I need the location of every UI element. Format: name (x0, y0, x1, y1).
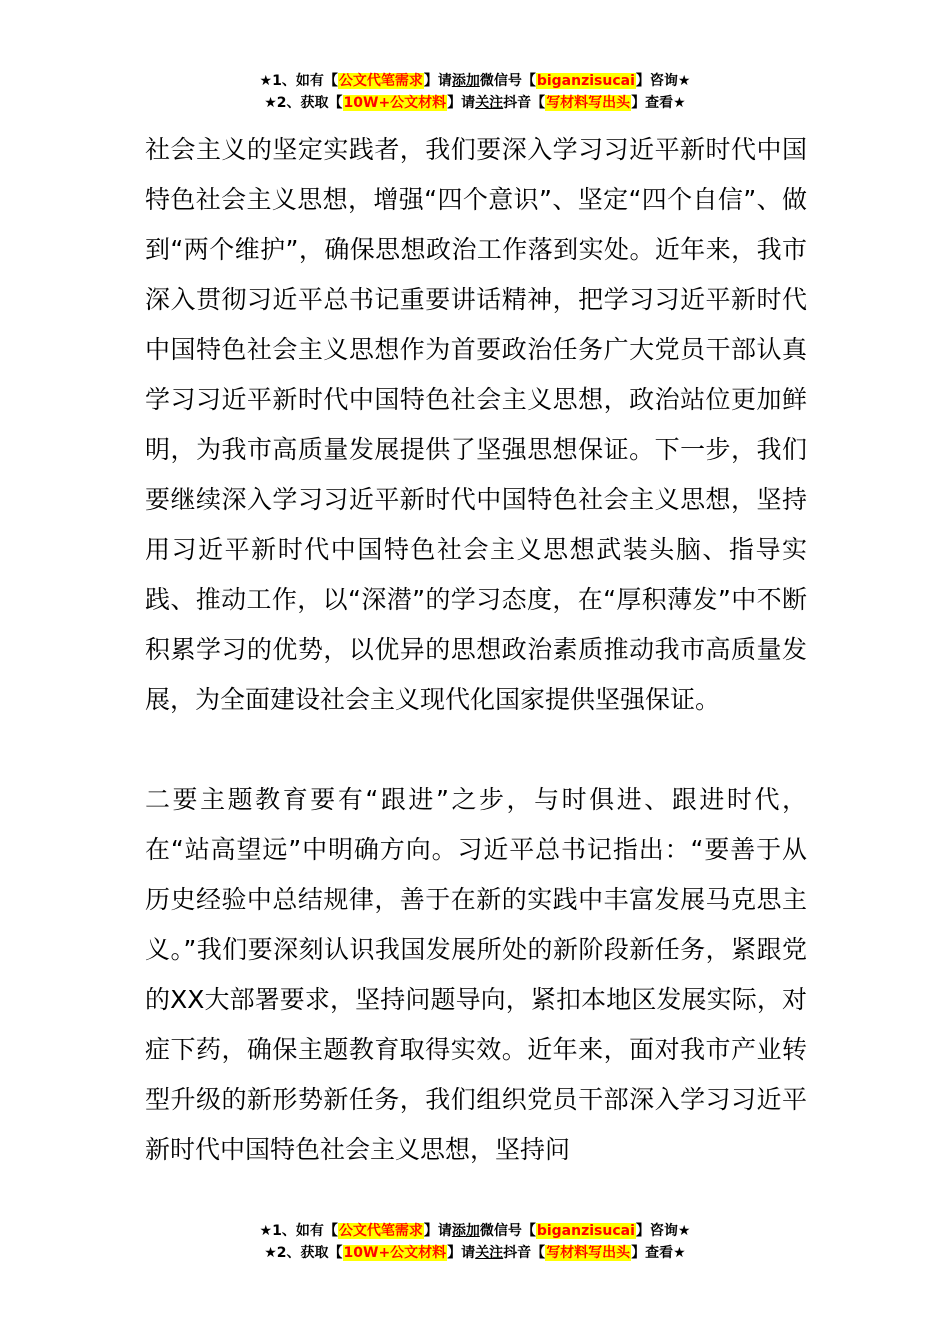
paragraph-2: 二要主题教育要有“跟进”之步，与时俱进、跟进时代，在“站高望远”中明确方向。习近平总书记指出：“要善于从历史经验中总结规律，善于在新的实践中丰富发展马克思主义。”我们要深刻认识我国发展所处的新阶段新任务，紧跟党的XX大部署要求，坚持问题导向，紧扣本地区发展实际，对症下药，确保主题教育取得实效。近年来，面对我市产业转型升级的新形势新任务，我们组织党员干部深入学习习近平新时代中国特色社会主义思想，坚持问 (145, 785, 807, 1164)
banner-text: 抖音【 (503, 1245, 546, 1261)
banner-line-2 (0, 92, 950, 114)
banner-highlight: 公文代笔需求 (338, 1223, 423, 1239)
banner-text: ★2、获取【 (264, 1245, 343, 1261)
footer-banner (0, 1220, 950, 1264)
paragraph-1: 社会主义的坚定实践者，我们要深入学习习近平新时代中国特色社会主义思想，增强“四个意识”、坚定“四个自信”、做到“两个维护”，确保思想政治工作落到实处。近年来，我市深入贯彻习近平总书记重要讲话精神，把学习习近平新时代中国特色社会主义思想作为首要政治任务广大党员干部认真学习习近平新时代中国特色社会主义思想，政治站位更加鲜明，为我市高质量发展提供了坚强思想保证。下一步，我们要继续深入学习习近平新时代中国特色社会主义思想，坚持用习近平新时代中国特色社会主义思想武装头脑、指导实践、推动工作，以“深潜”的学习态度，在“厚积薄发”中不断积累学习的优势，以优异的思想政治素质推动我市高质量发展，为全面建设社会主义现代化国家提供坚强保证。 (145, 135, 807, 714)
banner-text: ★1、如有【 (259, 1223, 338, 1239)
banner-emphasis: 添加 (451, 1223, 480, 1239)
banner-emphasis: 关注 (475, 95, 504, 111)
banner-text: 】咨询★ (635, 1223, 691, 1239)
banner-highlight: 10W+公文材料 (343, 95, 447, 111)
banner-text: 微信号【 (479, 1223, 536, 1239)
banner-emphasis: 添加 (451, 73, 480, 89)
banner-text: 抖音【 (503, 95, 546, 111)
banner-highlight: 10W+公文材料 (343, 1245, 447, 1261)
banner-text: 】查看★ (631, 1245, 686, 1261)
banner-highlight: 写材料写出头 (546, 1245, 631, 1261)
banner-text: 】请 (423, 1223, 452, 1239)
header-banner (0, 70, 950, 114)
banner-highlight: 公文代笔需求 (338, 73, 423, 89)
banner-line-1 (0, 1220, 950, 1242)
banner-text: ★1、如有【 (259, 73, 338, 89)
banner-highlight: biganzisucai (536, 1223, 635, 1239)
banner-text: 微信号【 (479, 73, 536, 89)
banner-highlight: biganzisucai (536, 73, 635, 89)
paragraph-spacer (145, 725, 807, 775)
banner-highlight: 写材料写出头 (546, 95, 631, 111)
banner-text: 】查看★ (631, 95, 686, 111)
banner-line-1 (0, 70, 950, 92)
banner-text: 】请 (447, 1245, 476, 1261)
banner-emphasis: 关注 (475, 1245, 504, 1261)
banner-text: 】请 (447, 95, 476, 111)
banner-text: 】请 (423, 73, 452, 89)
banner-line-2 (0, 1242, 950, 1264)
banner-text: 】咨询★ (635, 73, 691, 89)
banner-text: ★2、获取【 (264, 95, 343, 111)
document-body (145, 125, 807, 1175)
